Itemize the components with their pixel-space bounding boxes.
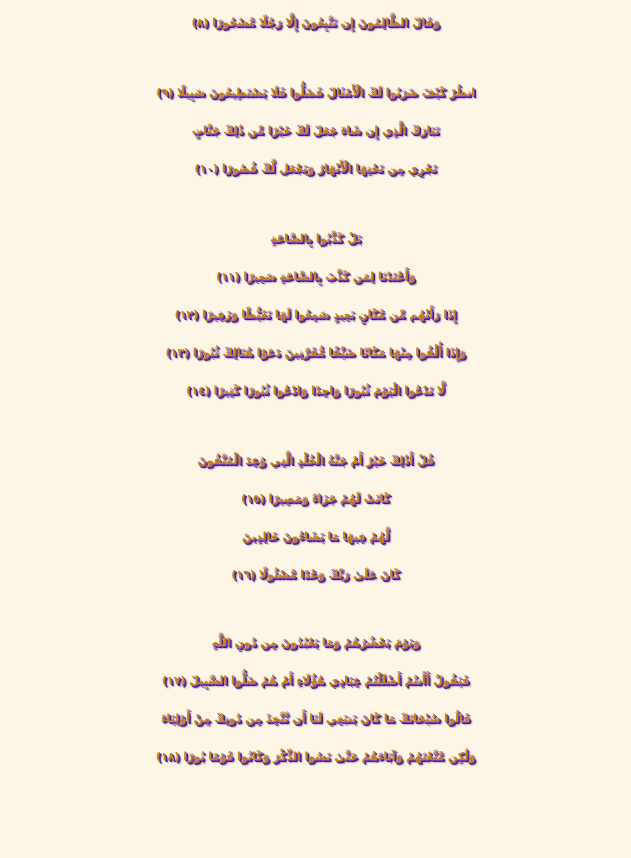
- stanza-gap: [0, 188, 631, 220]
- verse-line: تَجْرِي مِن تَحْتِهَا الْأَنْهَارُ وَيَجْعَل لَّكَ قُصُورًا (١٠): [194, 162, 437, 175]
- verse-line: وَأَعْتَدْنَا لِمَن كَذَّبَ بِالسَّاعَةِ سَعِيرًا (١١): [215, 270, 416, 283]
- verse-line: وَيَوْمَ يَحْشُرُهُمْ وَمَا يَعْبُدُونَ مِن دُونِ اللَّهِ: [211, 636, 420, 649]
- verse-line: كَانَتْ لَهُمْ جَزَاءً وَمَصِيرًا (١٥): [241, 492, 390, 505]
- verse-line: بَلْ كَذَّبُوا بِالسَّاعَةِ: [269, 232, 362, 245]
- verse-line: وَقَالَ الظَّالِمُونَ إِن تَتَّبِعُونَ إِلَّا رَجُلًا مَّسْحُورًا (٨): [191, 16, 440, 29]
- verse-line: قُلْ أَذَٰلِكَ خَيْرٌ أَمْ جَنَّةُ الْخُلْدِ الَّتِي وُعِدَ الْمُتَّقُونَ: [197, 454, 434, 467]
- stanza-gap: [0, 42, 631, 74]
- verse-line: كَانَ عَلَىٰ رَبِّكَ وَعْدًا مَّسْئُولًا (١٦): [231, 568, 400, 581]
- verse-line: فَيَقُولُ أَأَنتُمْ أَضْلَلْتُمْ عِبَادِي هَٰؤُلَاءِ أَمْ هُمْ ضَلُّوا السَّبِيلَ (١٧): [161, 674, 470, 687]
- stanza-gap: [0, 410, 631, 442]
- verse-line: لَّهُمْ فِيهَا مَا يَشَاءُونَ خَالِدِينَ: [241, 530, 390, 543]
- verse-line: قَالُوا سُبْحَانَكَ مَا كَانَ يَنبَغِي لَنَا أَن نَّتَّخِذَ مِن دُونِكَ مِنْ أَوْلِيَاءَ: [160, 712, 471, 725]
- verse-line: لَّا تَدْعُوا الْيَوْمَ ثُبُورًا وَاحِدًا وَادْعُوا ثُبُورًا كَثِيرًا (١٤): [186, 384, 445, 397]
- verse-line: وَلَٰكِن مَّتَّعْتَهُمْ وَآبَاءَهُمْ حَتَّىٰ نَسُوا الذِّكْرَ وَكَانُوا قَوْمًا بُورًا (١٨): [155, 750, 476, 763]
- verse-line: تَبَارَكَ الَّذِي إِن شَاءَ جَعَلَ لَكَ خَيْرًا مِّن ذَٰلِكَ جَنَّاتٍ: [191, 124, 440, 137]
- verse-line: إِذَا رَأَتْهُم مِّن مَّكَانٍ بَعِيدٍ سَمِعُوا لَهَا تَغَيُّظًا وَزَفِيرًا (١٢): [174, 308, 457, 321]
- verse-line: وَإِذَا أُلْقُوا مِنْهَا مَكَانًا ضَيِّقًا مُّقَرَّنِينَ دَعَوْا هُنَالِكَ ثُبُورًا (١٣): [165, 346, 466, 359]
- stanza-gap: [0, 594, 631, 624]
- verse-line: انظُرْ كَيْفَ ضَرَبُوا لَكَ الْأَمْثَالَ فَضَلُّوا فَلَا يَسْتَطِيعُونَ سَبِيلًا (٩): [156, 86, 475, 99]
